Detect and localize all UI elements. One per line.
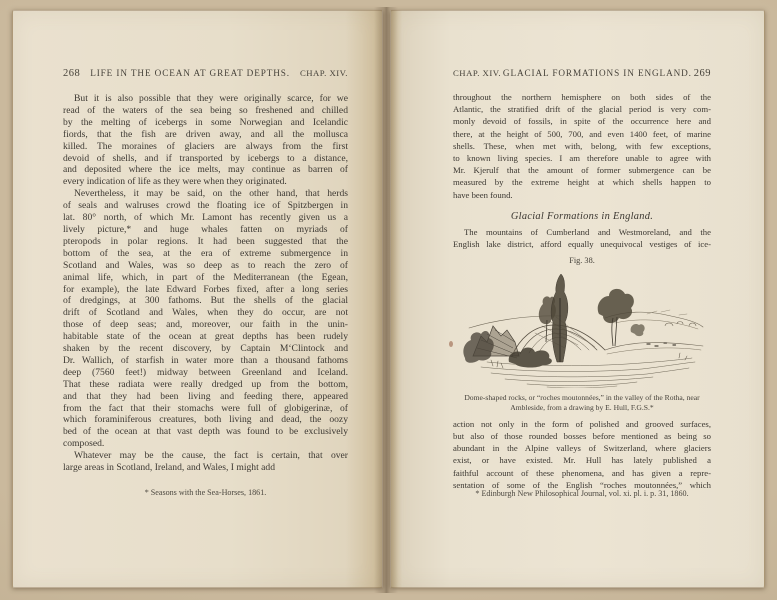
- figure-caption-line2: Ambleside, from a drawing by E. Hull, F.G.S.*: [510, 403, 654, 413]
- left-page: [12, 10, 383, 588]
- sheep-marks: [647, 343, 676, 346]
- right-page: [390, 10, 765, 588]
- left-text-column: [63, 93, 348, 474]
- right-page-number: 269: [693, 68, 711, 79]
- left-bush: [463, 331, 493, 363]
- figure-38: [457, 270, 707, 391]
- footnote: * Seasons with the Sea-Horses, 1861.: [144, 488, 267, 497]
- body-paragraph: The mountains of Cumberland and Westmoreland, and the English lake district, afford equally unequivocal vestiges of ice-: [453, 227, 711, 250]
- left-running-title: LIFE IN THE OCEAN AT GREAT DEPTHS.: [90, 68, 290, 78]
- figure-caption: [453, 393, 711, 414]
- right-running-head: [453, 68, 711, 79]
- distant-hills: [469, 310, 703, 329]
- body-paragraph: throughout the northern hemisphere on both sides of the Atlantic, the stratified drift of the glacial period is very com- monly devoid of fossils, in spite of the occurrence here and there, at the height of 500, 700, and even 1400 feet, of marine shells. These, when met with, belong, with few exceptions, to known living species. I am therefore unable to agree with Mr. Kjerulf that the amount of former submergence can be measured by the extreme height at which shells happen to have been found.: [453, 92, 711, 200]
- body-paragraph: But it is also possible that they were originally scarce, for we read of the waters of the sea being so freshened and chilled by the melting of icebergs in some Norwegian and Icelandic fiords, that the fish are driven away, and all the mollusca killed. The moraines of glaciers are always from the first devoid of shells, and if transported by icebergs to a distance, and deposited where the ice melts, may continue as barren of every indication of life as they were when they originated.: [63, 93, 348, 188]
- midground-bank: [605, 342, 703, 353]
- figure-38-engraving: [457, 270, 707, 388]
- poplar-tree: [551, 274, 568, 362]
- figure-caption-line1: Dome-shaped rocks, or “roches moutonnées,” in the valley of the Rotha, near: [464, 392, 700, 402]
- right-tree: [598, 289, 634, 346]
- paper-stain: [449, 341, 453, 347]
- left-running-head: [63, 68, 348, 79]
- distant-trees: [665, 321, 696, 326]
- footnote: * Edinburgh New Philosophical Journal, vol. xi. pl. i. p. 31, 1860.: [475, 489, 689, 498]
- small-right-tree: [631, 324, 645, 336]
- right-running-title: GLACIAL FORMATIONS IN ENGLAND.: [502, 68, 692, 78]
- figure-label: Fig. 38.: [569, 256, 595, 266]
- left-page-number: 268: [63, 68, 81, 79]
- body-paragraph: Whatever may be the cause, the fact is certain, that over large areas in Scotland, Ireland, and Wales, I might add: [63, 450, 348, 474]
- body-paragraph: action not only in the form of polished and grooved surfaces, but also of those rounded bosses before mentioned as being so abundant in the Alpine valleys of Switzerland, where glaciers exist, or have existed. Mr. Hull has lately published a faithful account of these phenomena, and has given a repre- sentation of some of the English “roches moutonnées,” which: [453, 418, 711, 490]
- body-paragraph: Nevertheless, it may be said, on the other hand, that herds of seals and walruses crowd the floating ice of Spitzbergen in lat. 80° north, of which Mr. Lamont has recently given us a lively picture,* and huge whales fatten on myriads of pteropods in polar regions. It had been suggested that the bottom of the sea, at the era of extreme submergence in Scotland and Wales, was so deep as to reach the zero of animal life, which, in part of the Mediterranean (the Egean, for example), the late Edward Forbes fixed, after a long series of dredgings, at 300 fathoms. But the shells of the glacial drift of Scotland and Wales, when they do occur, are not those of deep seas; and, moreover, our faith in the unin- habitable state of the ocean at great depths has been rudely shaken by the recent discovery, by Captain M‘Clintock and Dr. Wallich, of starfish in water more than a thousand fathoms deep (7560 feet!) midway between Greenland and Iceland. That these radiata were really dredged up from the bottom, and that they had been living and feeding there, appeared from the fact that their stomachs were full of globigerinæ, of which foraminiferous creatures, both living and dead, the oozy bed of the ocean at that vast depth was found to be exclusively composed.: [63, 188, 348, 450]
- section-heading: Glacial Formations in England.: [510, 210, 654, 222]
- right-chapter-label: CHAP. XIV.: [453, 68, 502, 78]
- left-chapter-label: CHAP. XIV.: [299, 68, 348, 78]
- right-text-column: [453, 91, 711, 491]
